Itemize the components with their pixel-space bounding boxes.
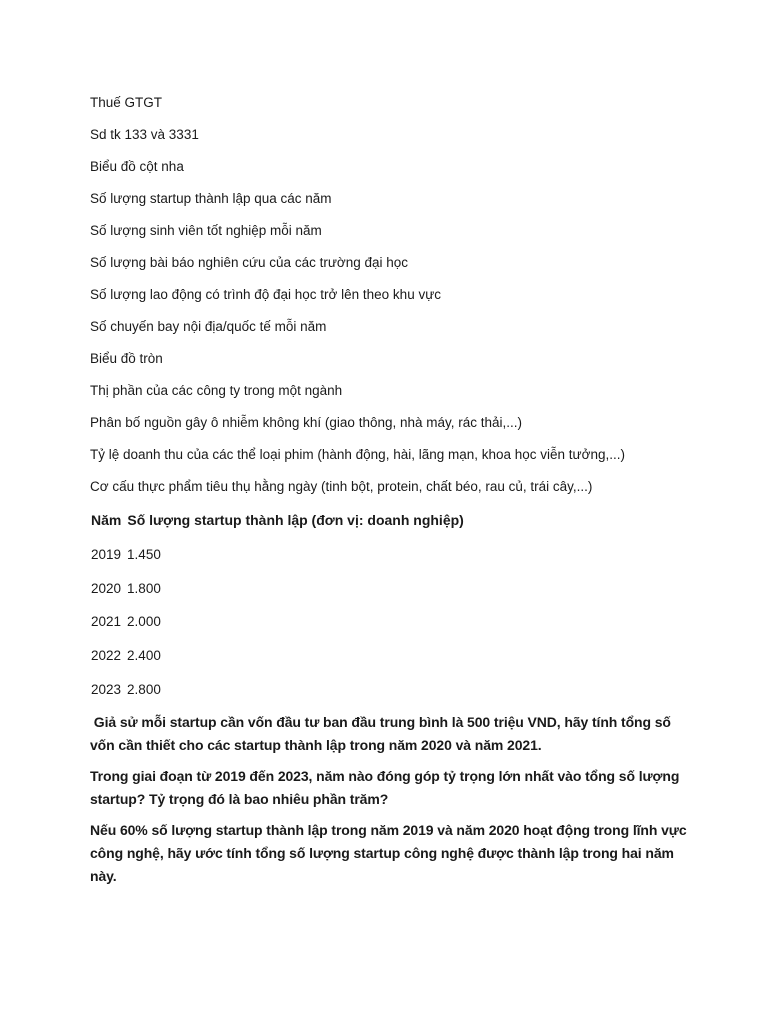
question-tech-startups: Nếu 60% số lượng startup thành lập trong năm 2019 và năm 2020 hoạt động trong lĩnh vực công nghệ, hãy ước tính tổng số lượng startup công nghệ được thành lập trong hai năm này. bbox=[90, 822, 687, 884]
text-line-film-revenue: Tỷ lệ doanh thu của các thể loại phim (hành động, hài, lãng mạn, khoa học viễn tưởng,...) bbox=[90, 447, 625, 462]
text-line-flights: Số chuyến bay nội địa/quốc tế mỗi năm bbox=[90, 319, 327, 334]
text-line-air-pollution: Phân bố nguồn gây ô nhiễm không khí (giao thông, nhà máy, rác thải,...) bbox=[90, 415, 523, 430]
table-cell-year: 2022 bbox=[91, 648, 122, 663]
table-cell-year: 2019 bbox=[91, 547, 122, 562]
table-cell-year: 2023 bbox=[91, 682, 122, 697]
table-header-count: Số lượng startup thành lập (đơn vị: doanh nghiệp) bbox=[127, 512, 464, 528]
text-line-research-papers: Số lượng bài báo nghiên cứu của các trường đại học bbox=[90, 255, 409, 270]
table-row bbox=[91, 613, 161, 631]
table-row bbox=[91, 546, 161, 564]
text-line-startups: Số lượng startup thành lập qua các năm bbox=[90, 191, 332, 206]
text-line-graduates: Số lượng sinh viên tốt nghiệp mỗi năm bbox=[90, 223, 322, 238]
table-row bbox=[91, 647, 161, 665]
text-line-food-structure: Cơ cấu thực phẩm tiêu thụ hằng ngày (tinh bột, protein, chất béo, rau củ, trái cây,...) bbox=[90, 479, 593, 494]
question-capital: Giả sử mỗi startup cần vốn đầu tư ban đầu trung bình là 500 triệu VND, hãy tính tổng số vốn cần thiết cho các startup thành lập trong năm 2020 và năm 2021. bbox=[90, 714, 675, 753]
text-line-labor: Số lượng lao động có trình độ đại học trở lên theo khu vực bbox=[90, 287, 441, 302]
table-row bbox=[91, 580, 161, 598]
text-line-bar-chart-heading: Biểu đồ cột nha bbox=[90, 159, 184, 174]
text-line-vat: Thuế GTGT bbox=[90, 95, 163, 110]
question-largest-share: Trong giai đoạn từ 2019 đến 2023, năm nào đóng góp tỷ trọng lớn nhất vào tổng số lượng startup? Tỷ trọng đó là bao nhiêu phần trăm? bbox=[90, 768, 680, 807]
table-header-year: Năm bbox=[91, 512, 122, 528]
table-cell-count: 1.450 bbox=[127, 547, 161, 562]
table-cell-count: 1.800 bbox=[127, 581, 161, 596]
table-header bbox=[91, 511, 464, 529]
text-line-pie-chart-heading: Biểu đồ tròn bbox=[90, 351, 163, 366]
table-cell-count: 2.000 bbox=[127, 614, 161, 629]
table-cell-count: 2.400 bbox=[127, 648, 161, 663]
text-line-market-share: Thị phần của các công ty trong một ngành bbox=[90, 383, 343, 398]
table-cell-year: 2021 bbox=[91, 614, 122, 629]
table-row bbox=[91, 681, 161, 699]
table-cell-count: 2.800 bbox=[127, 682, 161, 697]
table-cell-year: 2020 bbox=[91, 581, 122, 596]
text-line-accounts: Sd tk 133 và 3331 bbox=[90, 127, 199, 142]
